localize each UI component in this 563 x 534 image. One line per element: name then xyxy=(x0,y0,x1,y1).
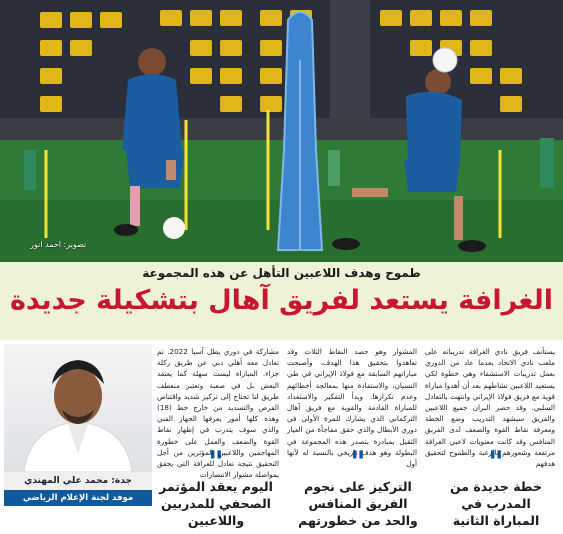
article-column-2: المشوار وهو حصد النقاط الثلاث وقد تعاهدوا بتحقيق هذا الهدف، وأصبحت مباراتهم السابقة مع فولاذ الإيراني في طي النسيان، والاستفادة منها بمعالجة أخطائهم وعدم تكرارها. وبدأ التفكير والاستعداد للمباراة القادمة والقوية مع فريق آهال التركماني الذي يشارك للمرة الأولى في دوري الأبطال والذي حقق مفاجأة من العيار الثقيل بمبادرة بتصدر هذه المجموعة في البطولة وهو هدف تاريخي بالنسبة له لأنها أول xyxy=(287,347,417,469)
author-portrait xyxy=(4,344,152,472)
main-headline: الغرافة يستعد لفريق آهال بتشكيلة جديدة xyxy=(9,285,554,316)
pull-quote-text: التركيز على نجوم الفريق المنافس والحد من خطورتهم xyxy=(298,479,418,528)
pull-quote-text: خطة جديدة من المدرب في المباراة الثانية xyxy=(450,479,542,528)
quote-mark-icon: " xyxy=(350,445,366,480)
headline-kicker: طموح وهدف اللاعبين التأهل عن هذه المجموعة xyxy=(142,266,421,280)
pull-quote-text: اليوم يعقد المؤتمر الصحفي للمدربين واللاعبين xyxy=(159,479,273,528)
article-column-3-text: مشاركة في دوري يطل آسيا 2022. تم تعادل معه أهلي دبي عن طريق ركلة جزاء. المباراة ليست سهلة كما يعتقد البعض بل في صعبة وتعتبر منعطف طريق لنا تحتاج إلى تركيز شديد واقتناص الفرص والتسديد من خارج خط (18) وهذه كلها أمور يعرفها الجهاز الفني والذي سوف يتدرب في إظهار نقاط القوة والضعف والعمل على خطورة المهاجمين واللاعبين المؤثرين من أجل التحقيق نتيجة تعادل للغرافة التي يحقق بمواصلة مشوار الانتصارات xyxy=(157,347,279,480)
person-icon xyxy=(4,344,152,472)
author-role: موفد لجنة الإعلام الرياضي xyxy=(4,490,152,506)
pull-quote-1 xyxy=(437,445,555,529)
article-column-1: يستأنف فريق نادي الغرافة تدريباته على ملعب نادي الاتحاد بعدما عاد من الدوري بعمل تدريبات الاستشفاء وهي خطوة لكي يستعيد اللاعبين نشاطهم بعد أن أهدوا مباراة قوية مع فريق فولاذ الإيراني وانتهت بالتعادل السلبي. وقد حضر البران جميع اللاعبين والفريق سيشهد التدريب وضع الخطة ومعرفة نقاط القوة والضعف لدى الفريق المنافس وقد كانت معنويات لاعبي الغرافة مرتفعة وشعورهم بالرغبة والطموح لتحقيق هدفهم xyxy=(425,347,555,469)
quote-mark-icon: " xyxy=(208,445,224,480)
author-name: جدة: محمد علي المهندي xyxy=(4,472,152,490)
pull-quote-2 xyxy=(293,445,423,529)
photo-credit: تصوير: احمد انور xyxy=(30,240,87,249)
quote-mark-icon: " xyxy=(488,445,504,480)
